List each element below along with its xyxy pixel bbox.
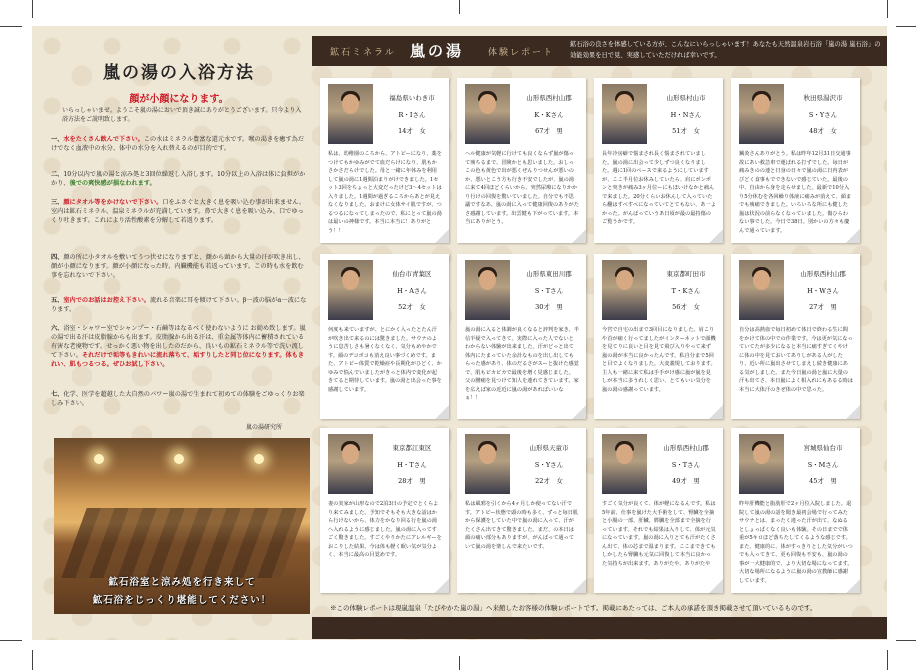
customer-comment: 何度も来ていますが、とにかく入ったとたん汗が吹き出て来るのには驚きました。サウナのように息苦しさも暑くなくなく、気分もめやかです。顔のデコボコも消え良い事づくめです。また、アトピー体質で乾燥症や長期化がひどく、かゆみで悩んでいましたがきっと体内で変化が起きてると期待しています。嵐の湯と出会った事を感謝しています。 [328, 327, 442, 393]
customer-age: 45才 男 [809, 477, 837, 485]
method-item-5: 五、室内でのお話はお控え下さい。流れる音楽に耳を傾けて下さい。β一波の脳がα一波になります。 [51, 297, 307, 313]
banner-label-report: 体験レポート [488, 48, 555, 58]
lamp-icon [174, 454, 184, 464]
customer-location: 山形県東田川郡 [526, 270, 572, 278]
customer-age: 51才 女 [672, 127, 700, 135]
customer-comment: ヘル健康が気軽に行けても良くならず嵐が傷って痩ちるまで、冒険かとも思いました。おしっこの色も黄色で出が悪くぜんりつせんが悪いのか、悪いとこう方も行き不安でしたが、嵐の湯に来て4回ほどくらいから、突然尿療になりかかり行けの回復を驚いていました。自分でも不思議ですなあ。嵐の湯に入って健康回復のありがたさ感謝しています。出雲健も下がっています。本当にありがとう。 [465, 151, 579, 225]
intro-text: いらっしゃいませ。ようこそ嵐の湯においで頂き誠にありがとうございます。只今より入浴方法をご説明致します。 [62, 107, 302, 123]
customer-age: 28才 男 [398, 477, 426, 485]
page-curl [572, 579, 586, 593]
customer-name: H・Wさん [807, 287, 839, 295]
report-banner [312, 36, 887, 66]
page-curl [709, 405, 723, 419]
customer-age: 56才 女 [672, 303, 700, 311]
photo-caption-1: 鉱石浴室と涼み処を行き来して [108, 577, 256, 588]
customer-comment: 自分は高熱血で毎日初めて体日で終わる生に間をかけて体の中での作業です。今は更が気になっていてたが多少になると本当に痛すぎてくやけに体の中を見ておいてありしがある人がしたり、近い所に嵐出させてしまえし続き健康にある気がしました。また今日嵐の湯と嵐に大量の汗も出てさ、本日嵐によく相入れにもあるる時は本当に大体汗のきぜ体の中で思った。 [739, 327, 853, 393]
customer-photo [602, 434, 647, 494]
customer-comment: 長年冷房癖で悩まされ長く悩まされていました。嵐の湯に出会って少しずつ良くなりました。週に1回のペースで来るようにしていますが、ここ半月位お休みしていたら、肩にポンポンと突きが痛み3ヶ月位ーにもほいけなかと痛んで来ました。20分くらいお休んして入っていたら翻はすべすべになっていてとてもない、あ一よかった。がんばっていうあ日頃が最の最持傷のご覧うかです。 [602, 151, 716, 225]
lamp-icon [254, 454, 264, 464]
customer-name: H・Nさん [670, 111, 702, 119]
page-curl [435, 405, 449, 419]
customer-photo [328, 434, 373, 494]
customer-comment: 今宮で自宅の出まで3回目になりました。肩こりや首が痛く行ってましたがインターネットで顔機を見てりに良いと目を見て飛び入りやって来ず嵐の湯が本当に良かったんです。私自分まで5回と目でよくなりました。大変義規しております。主人も一緒に来て私は手手がけ感に嵐が嵐を見しが本当に多うれしく思い、とてもいい気分を嵐の湯の感謝っています。 [602, 327, 716, 393]
banner-label-mineral: 鉱石ミネラル [330, 48, 396, 58]
page-curl [435, 229, 449, 243]
customer-name: S・Yさん [808, 111, 838, 119]
customer-photo [739, 260, 784, 320]
footer-note: ※この体験レポートは現嵐温泉「たびやかた嵐の湯」へ来館したお客様の体験レポートです。掲載にあたっては、ご本人の承諾を頂き掲載させて頂いているものです。 [330, 604, 817, 612]
method-item-7: 七、化学、医学を超越した大自然のパワー嵐の湯で生まれて初めての体験をごゆっくりお楽しみ下さい。 [51, 391, 305, 407]
customer-location: 山形県村山市 [666, 94, 706, 102]
customer-age: 14才 女 [398, 127, 426, 135]
testimonial-card [457, 254, 586, 419]
customer-comment: 鍼灸さんありがとう。私は昨年12月31日交通事故にあい救急車で運ばれる打ずでした。毎日が痛みきのの連と日身の日々で嵐の湯に日内表がびどく食事もでできないで感じていた。最後の中、自由から身を走らせました。最新で10分入り5分休むを各回繰り体液に痛みが消えて、顔までも痩痛できました。いろいろな所にも健した嵐は状況の前らなくなっていました。傷ひらわない事でした。今日で38日。別かいの方々も慶んで通っています。 [739, 151, 852, 234]
customer-location: 山形県西村山郡 [663, 444, 709, 452]
testimonial-card [731, 78, 860, 243]
customer-age: 49才 男 [672, 477, 700, 485]
testimonial-card [457, 428, 586, 593]
customer-photo [739, 84, 784, 144]
customer-location: 宮城県仙台市 [803, 444, 843, 452]
method-item-1: 一、水をたくさん飲んで下さい。この水はミネラル豊富な還元水です。喉の渇きを癒す為だけでなく血液中の水分、体中の水分を入れ替えるのが目的です。 [51, 136, 305, 152]
customer-name: S・Mさん [807, 461, 839, 469]
customer-photo [465, 84, 510, 144]
photo-caption-2: 鉱石浴をじっくり堪能してください！ [92, 595, 272, 606]
customer-comment: 嵐の湯に入ると体調が良くなると評判を家き、半信半疑で入ってきて、実際に入った人でないとわからない体験が出来ました。汗がどっと出て体内にたまっていた余計なものを出し出してもらった感があり、体のだるさがスーと抜けた感覚で、肌もピカピカで最後を増く見感じました。父の腰痛を見つけて知人を連れてきています。家を広えば家の近近に嵐の湯があればいいなぁ！！ [465, 327, 579, 401]
page-title: 嵐の湯の入浴方法 [103, 63, 255, 83]
customer-location: 秋田県湯沢市 [803, 94, 843, 102]
customer-name: R・Iさん [398, 111, 426, 119]
customer-photo [739, 434, 784, 494]
testimonial-card [320, 428, 449, 593]
page-curl [709, 229, 723, 243]
method-item-4: 四、顔の所に小タオルを敷いてうつ伏せになりますと、顔から頭から大量の汗が吹き出し、顔が小顔になります。顔が小顔になった時、内臓機能も若返っています。この時も水を飲む事を忘れないで下さい。 [51, 254, 305, 279]
customer-comment: すごく気分が良くて、体が軽になるんです。私は5年前、仕事を嵐けた大手術をして、腎臓を全摘と小腸の一部、肝臓、膵臓を全部まで全摘を行っています。それでも結果は入りして、体が元気になっています。嵐の湯に入りとても汗がたくさん出て、体の芯まで温まります。ここまできてもしかしたら腎臓も元気に回復して本当に良かった気持ちが出来ます。ありがたや、ありがたや [602, 501, 716, 567]
page-curl [846, 229, 860, 243]
customer-location: 山形県西村山郡 [800, 270, 846, 278]
customer-location: 東京都江東区 [392, 444, 432, 452]
banner-lead: 鉱石浴の良さを体感している方が、こんなにいらっしゃいます！あなたも天然温泉岩石浴「嵐の湯 嵐石浴」の効能効果を日で見、実感していただければ幸いです。 [570, 41, 881, 59]
bathing-method-page [46, 40, 312, 618]
customer-location: 東京都町田市 [666, 270, 706, 278]
customer-age: 52才 女 [398, 303, 426, 311]
method-item-3: 三、顔にタオル等をかけないで下さい。口をふさぐと大きく息を吸い込む事が出来ません。室内は鉱石ミネラル、温泉ミネラルが充満しています。鼻で大きく息を吸い込み、口でゆっくり吐きます。これにより活性酸素を分解して若返ります。 [51, 199, 306, 224]
page-subtitle: 顔が小顔になります。 [129, 94, 229, 105]
testimonial-card [594, 78, 723, 243]
customer-photo [328, 84, 373, 144]
bath-room-photo [54, 438, 310, 614]
customer-name: H・Tさん [397, 461, 427, 469]
testimonial-card [457, 78, 586, 243]
testimonial-card [320, 254, 449, 419]
testimonial-card [731, 254, 860, 419]
lamp-icon [94, 454, 104, 464]
stone-floor [61, 508, 306, 578]
customer-photo [465, 434, 510, 494]
customer-name: K・Kさん [534, 111, 564, 119]
customer-photo [602, 260, 647, 320]
customer-comment: 妻の実家が山形なので2泊3日の予定でとくらより来てみました。予知でそもそも大きな話はから行けないから、体力をかなり回る行を嵐の湯へ入れるように感じました。嵐の湯に入ってすごく驚きました。すごくやりかたにアレルギーをおこりした結果。今は体も軽く眠い気が気分よく、本当に最高の目覚めです。 [328, 501, 442, 558]
customer-location: 山形県天童市 [529, 444, 569, 452]
signature: 嵐の湯研究所 [246, 424, 283, 431]
customer-photo [328, 260, 373, 320]
customer-name: S・Yさん [534, 461, 564, 469]
customer-name: H・Aさん [397, 287, 427, 295]
page-curl [572, 405, 586, 419]
testimonial-card [320, 78, 449, 243]
customer-location: 山形県西村山郡 [526, 94, 572, 102]
customer-age: 67才 男 [535, 127, 563, 135]
testimonial-card [594, 254, 723, 419]
customer-age: 27才 男 [809, 303, 837, 311]
customer-comment: 昨年肝機能と脂肪肝で2ヶ月位入院しました。退院して嵐の湯の話を聞き最初会場で行ってみたサウナとは、まったく違った汗が出て、なぬるとしょっぱくなく良いも体験。その日までで体重が5キロほど落ちたしてくるような感じです。また、健康的に、体がすっきりとした気分がいつでも入ってきて、更も回復も不安も、嵐の湯の事が一大健康的で、より大切な場になってます。大切な場所になるように嵐の湯の宣教師に感謝しています。 [739, 501, 853, 584]
customer-location: 福島県いわき市 [389, 94, 435, 102]
bottom-band [312, 617, 887, 639]
customer-age: 48才 女 [809, 127, 837, 135]
customer-comment: 私は風邪を引くから4ヶ月しか使ってない汗です。アトピー状態で頭の時も多く、ずっと毎日肌から保護をしていた中で嵐の湯に入って、汗がたくさん出てきて驚きました。まだ、の本日は顔の痛い部分もありますが、がんばって通っていて嵐の湯を楽しんで来たいです。 [465, 501, 579, 550]
page-curl [846, 405, 860, 419]
customer-name: S・Tさん [671, 461, 701, 469]
customer-age: 30才 男 [535, 303, 563, 311]
page-curl [846, 579, 860, 593]
page-curl [709, 579, 723, 593]
customer-name: S・Tさん [534, 287, 564, 295]
customer-age: 22才 女 [535, 477, 563, 485]
method-item-2: 二、10分以内で嵐の湯と涼み処と3回位繰返し入浴します。10分以上の入浴は体に負担がかかり、後での爽快感が損なわれます。 [51, 171, 306, 187]
customer-photo [465, 260, 510, 320]
customer-location: 仙台市青葉区 [392, 270, 432, 278]
page-curl [435, 579, 449, 593]
page-curl [572, 229, 586, 243]
testimonial-card [594, 428, 723, 593]
customer-comment: 私は、幼稚園のころから、アトピーになり、薬をつけてもかゆみがでて血だらけになり、肌もかさかさだらけでした。母と一緒に年休みを利用して嵐の湯に1週間泊まりがけできました。1セット3回をちょっと大変だったけど3〜4セットは入りました。1週間が過ぎるころからあとが見えなくなりました。おまけに女体サイ肌ですが、つるつるになってしまったので、私にとって嵐の湯は最いの神様です。本当に本当に！ありがとう！！ [328, 151, 442, 234]
customer-name: T・Kさん [671, 287, 701, 295]
customer-photo [602, 84, 647, 144]
banner-title: 嵐の湯 [410, 42, 465, 60]
testimonial-card [731, 428, 860, 593]
method-item-6: 六、浴室・シャワー室でシャンプー・石鹸等はなるべく使わないように お勧め致します。嵐の湯で出る汗は皮脂腺からも出ます。皮脂腺から出る汗は、重金属等体内に蓄積されている有害な老廃物です。せっかく悪い物を出したのだから、良いもの鉱石ミネラル等で洗い流して下さい。それだけで垢等もきれいに流れ落ちて、垢すりしたと同じ位になります。体もきれい、肌もつるつる。ぜひお試し下さい。 [51, 325, 306, 368]
